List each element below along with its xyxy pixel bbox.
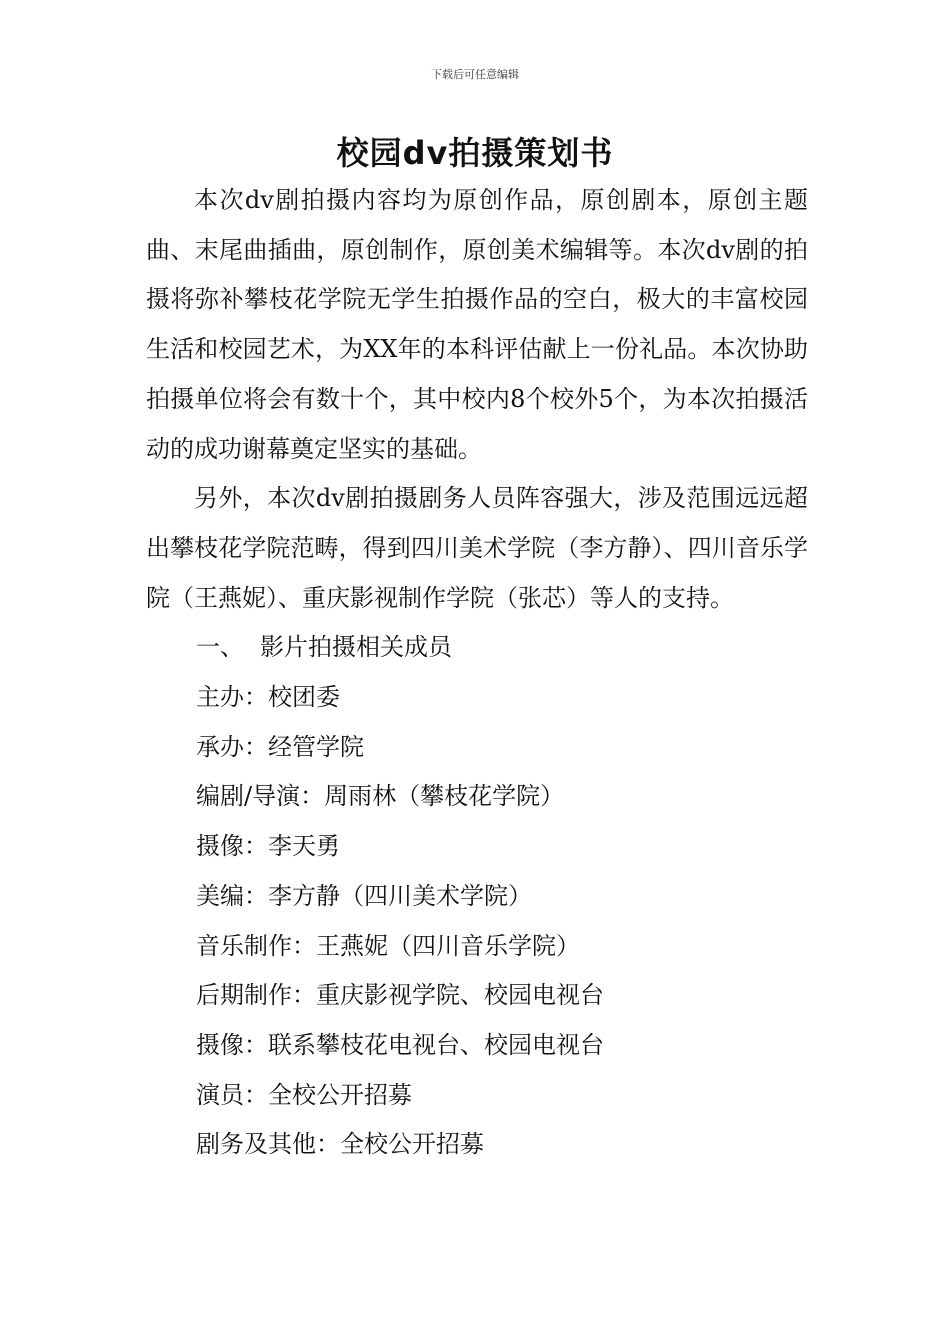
header-note: 下载后可任意编辑 bbox=[431, 68, 519, 81]
member-line-camera: 摄像：李天勇 bbox=[196, 832, 340, 861]
member-line-camera-contact: 摄像：联系攀枝花电视台、校园电视台 bbox=[196, 1030, 604, 1059]
section-number: 一、 bbox=[196, 633, 244, 662]
member-line-actors: 演员：全校公开招募 bbox=[196, 1080, 412, 1109]
member-line-art-editor: 美编：李方静（四川美术学院） bbox=[196, 881, 532, 910]
member-line-music: 音乐制作：王燕妮（四川音乐学院） bbox=[196, 931, 580, 960]
member-line-director: 编剧/导演：周雨林（攀枝花学院） bbox=[196, 782, 565, 811]
document-body bbox=[146, 176, 808, 1170]
member-line-organizer: 承办：经管学院 bbox=[196, 732, 364, 761]
section-title: 影片拍摄相关成员 bbox=[260, 633, 452, 662]
member-line-host: 主办：校团委 bbox=[196, 683, 340, 712]
support-paragraph: 另外，本次dv剧拍摄剧务人员阵容强大，涉及范围远远超出攀枝花学院范畴，得到四川美术学院（李方静）、四川音乐学院（王燕妮）、重庆影视制作学院（张芯）等人的支持。 bbox=[146, 484, 808, 612]
member-line-post-production: 后期制作：重庆影视学院、校园电视台 bbox=[196, 981, 604, 1010]
intro-paragraph: 本次dv剧拍摄内容均为原创作品，原创剧本，原创主题曲、末尾曲插曲，原创制作，原创美术编辑等。本次dv剧的拍摄将弥补攀枝花学院无学生拍摄作品的空白，极大的丰富校园生活和校园艺术，为XX年的本科评估献上一份礼品。本次协助拍摄单位将会有数十个，其中校内8个校外5个，为本次拍摄活动的成功谢幕奠定坚实的基础。 bbox=[146, 186, 808, 463]
member-line-crew: 剧务及其他：全校公开招募 bbox=[196, 1130, 484, 1159]
section-heading bbox=[146, 623, 808, 673]
document-title: 校园dv拍摄策划书 bbox=[336, 134, 614, 172]
